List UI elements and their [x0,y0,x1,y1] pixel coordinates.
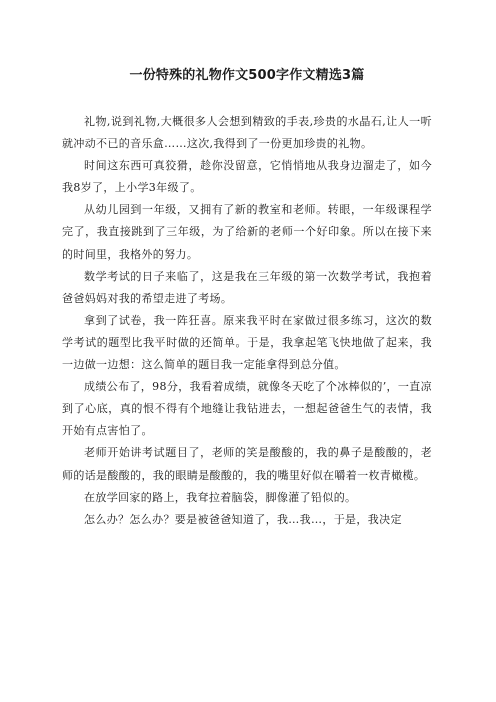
document-title: 一份特殊的礼物作文500字作文精选3篇 [129,68,365,83]
paragraph: 时间这东西可真狡猾，趁你没留意，它悄悄地从我身边溜走了，如今我8岁了，上小学3年级了。 [62,159,432,195]
paragraph: 拿到了试卷，我一阵狂喜。原来我平时在家做过很多练习，这次的数学考试的题型比我平时做的还简单。于是，我拿起笔飞快地做了起来，我一边做一边想：这么简单的题目我一定能拿得到总分值。 [62,313,432,372]
paragraph: 在放学回家的路上，我耷拉着脑袋，脚像灌了铅似的。 [84,490,357,504]
paragraph: 从幼儿园到一年级，又拥有了新的教室和老师。转眼，一年级课程学完了，我直接跳到了三年级，为了给新的老师一个好印象。所以在接下来的时间里，我格外的努力。 [62,203,432,261]
paragraph: 成绩公布了，98分，我看着成绩，就像冬天吃了个冰棒似的’，一直凉到了心底，真的恨不得有个地缝让我钻进去，一想起爸爸生气的表情，我开始有点害怕了。 [62,380,432,438]
paragraph: 礼物,说到礼物,大概很多人会想到精致的手表,珍贵的水晶石,让人一听就冲动不已的音乐盒……这次,我得到了一份更加珍贵的礼物。 [62,115,432,151]
paragraph: 怎么办？怎么办？要是被爸爸知道了，我…我…，于是，我决定 [84,512,402,526]
paragraph: 老师开始讲考试题目了，老师的笑是酸酸的，我的鼻子是酸酸的，老师的话是酸酸的，我的眼睛是酸酸的，我的嘴里好似在嚼着一枚青橄榄。 [62,446,432,482]
paragraph: 数学考试的日子来临了，这是我在三年级的第一次数学考试，我抱着爸爸妈妈对我的希望走进了考场。 [62,269,432,305]
